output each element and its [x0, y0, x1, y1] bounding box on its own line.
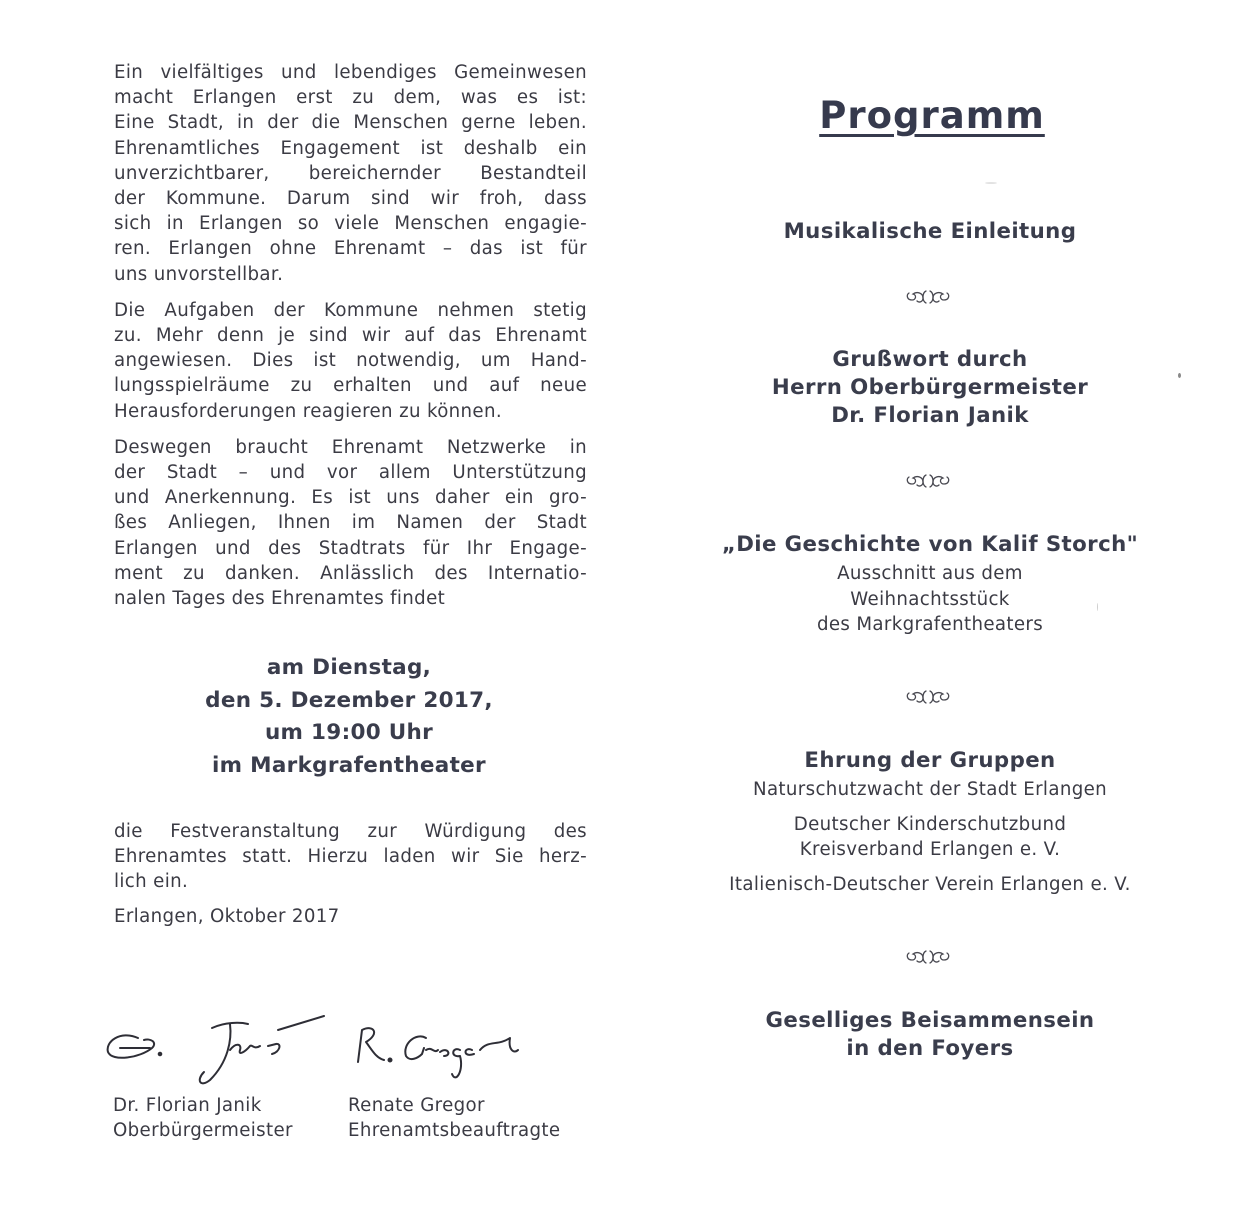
event-day: am Dienstag,	[266, 655, 432, 680]
event-venue: im Markgrafentheater	[212, 752, 486, 778]
event-time: um 19:00 Uhr	[264, 720, 434, 745]
program-title: Programm	[819, 94, 1045, 137]
closing-paragraph: die Festveranstaltung zur Würdigung des Ehrenamtes statt. Hierzu laden wir Sie herz- lich ein.	[114, 821, 587, 893]
place-date: Erlangen, Oktober 2017	[114, 905, 340, 927]
program-item-honors: Ehrung der Gruppen Naturschutzwacht der Stadt Erlangen Deutscher Kinderschutzbund Kreisverband Erlangen e. V. Italienisch-Deutscher Verein Erlangen e. V.	[690, 747, 1170, 897]
paragraph-2: Die Aufgaben der Kommune nehmen stetig zu. Mehr denn je sind wir auf das Ehrenamt angewiesen. Dies ist notwendig, um Hand- lungsspielräume zu erhalten und auf neue Herausforderungen reagieren zu können.	[114, 299, 587, 422]
honored-group: Italienisch-Deutscher Verein Erlangen e. V.	[729, 873, 1131, 895]
signer-janik	[113, 1093, 293, 1143]
fleuron-divider-icon	[903, 471, 953, 491]
scan-speck	[1097, 603, 1098, 611]
event-details	[114, 652, 584, 782]
signer-gregor	[348, 1093, 560, 1143]
signer-name: Dr. Florian Janik	[113, 1095, 262, 1116]
signer-role: Oberbürgermeister	[113, 1120, 293, 1141]
signer-role: Ehrenamtsbeauftragte	[348, 1120, 561, 1141]
signature-block	[100, 1010, 620, 1160]
signer-name: Renate Gregor	[348, 1095, 485, 1116]
fleuron-divider-icon	[903, 947, 953, 967]
event-date: den 5. Dezember 2017,	[205, 687, 493, 713]
fleuron-divider-icon	[903, 287, 953, 307]
honored-group: Deutscher Kinderschutzbund	[793, 813, 1067, 835]
program-item-music: Musikalische Einleitung	[783, 219, 1077, 244]
honored-group: Naturschutzwacht der Stadt Erlangen	[752, 779, 1108, 800]
signature-gregor-icon	[100, 1010, 620, 1090]
program-item-play: „Die Geschichte von Kalif Storch" Ausschnitt aus dem Weihnachtsstück des Markgrafentheaters	[721, 532, 1139, 635]
paragraph-3: Deswegen braucht Ehrenamt Netzwerke in der Stadt – und vor allem Unterstützung und Anerkennung. Es ist uns daher ein gro- ßes Anliegen, Ihnen im Namen der Stadt Erlangen und des Stadtrats für Ihr Engage- ment zu danken. Anlässlich des Internatio- nalen Tages des Ehrenamtes findet	[114, 436, 587, 610]
closing-text	[114, 819, 587, 940]
fleuron-divider-icon	[903, 687, 953, 707]
paragraph-1: Ein vielfältiges und lebendiges Gemeinwesen macht Erlangen erst zu dem, was es ist: Eine Stadt, in der die Menschen gerne leben. Ehrenamtliches Engagement ist deshalb ein unverzichtbarer, bereichernder Bestandteil der Kommune. Darum sind wir froh, dass sich in Erlangen so viele Menschen engagie- ren. Erlangen ohne Ehrenamt – das ist für uns unvorstellbar.	[114, 62, 587, 285]
scan-speck	[985, 182, 997, 184]
program-item-social: Geselliges Beisammensein in den Foyers	[765, 1008, 1095, 1061]
program-item-greeting: Grußwort durch Herrn Oberbürgermeister Dr. Florian Janik	[771, 347, 1089, 428]
invitation-text	[114, 60, 587, 622]
scan-speck	[1178, 373, 1181, 378]
